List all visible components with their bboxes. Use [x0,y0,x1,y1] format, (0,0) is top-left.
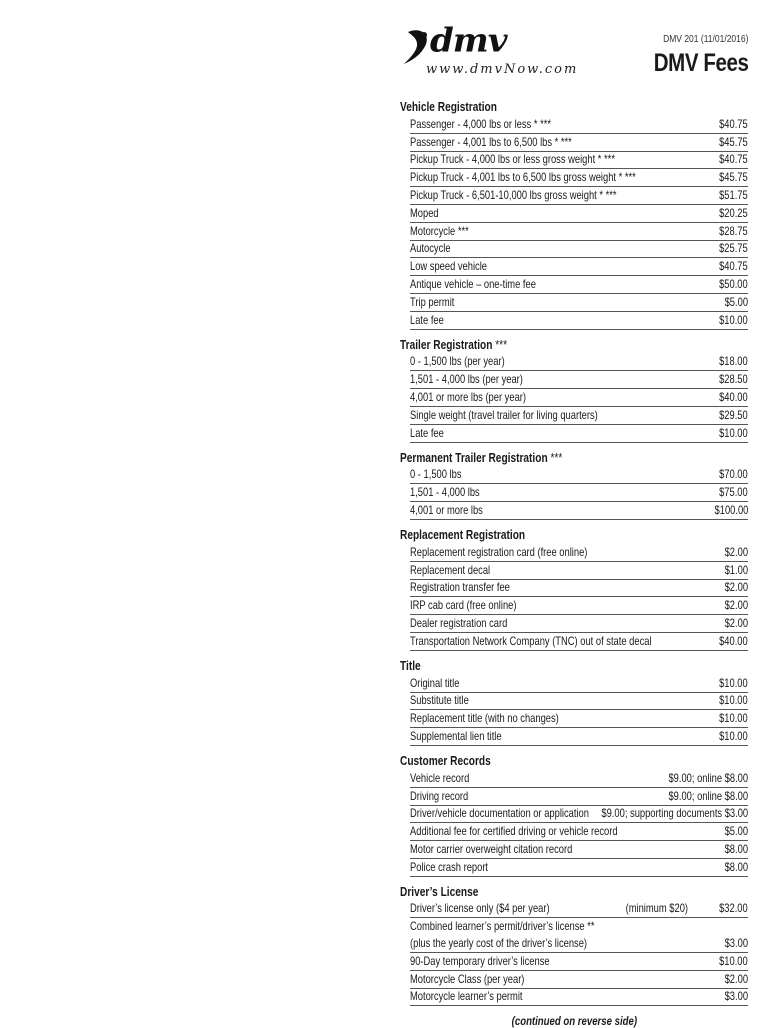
dmv-swoosh-icon [402,26,432,66]
fee-label: Replacement title (with no changes) [410,711,559,726]
fee-section [400,883,748,1007]
fee-label: Police crash report [410,859,489,874]
fee-amount: $8.00 [724,841,748,856]
fee-row [410,693,748,711]
fee-label: Pickup Truck - 4,000 lbs or less gross weight * *** [410,152,615,167]
fee-label: Antique vehicle – one-time fee [410,276,536,291]
fee-label: Driver’s license only ($4 per year) [410,901,550,916]
fee-amount: $9.00; supporting documents $3.00 [601,806,748,821]
fee-amount: $10.00 [719,728,748,743]
fee-label: Additional fee for certified driving or vehicle record [410,824,618,839]
fee-row [410,859,748,877]
header [400,20,748,98]
fee-row [410,169,748,187]
fee-row [410,788,748,806]
fee-label: 4,001 or more lbs (per year) [410,389,527,404]
fee-label: Motorcycle learner’s permit [410,989,523,1004]
logo-wordmark: dmv [430,22,507,60]
fee-amount: $40.75 [719,152,748,167]
continued-note-text: (continued on reverse side) [511,1014,637,1028]
fee-amount: $10.00 [719,425,748,440]
fee-row [410,806,748,824]
fee-label: Passenger - 4,001 lbs to 6,500 lbs * *** [410,134,572,149]
fee-label: 0 - 1,500 lbs (per year) [410,354,505,369]
fee-label: 90-Day temporary driver’s license [410,953,550,968]
section-title [400,657,671,674]
fee-row [410,484,748,502]
fee-row [410,467,748,485]
fee-row [410,116,748,134]
fee-row [410,597,748,615]
fee-amount: $10.00 [719,711,748,726]
fee-row [410,580,748,598]
fee-amount: $9.00; online $8.00 [668,770,748,785]
fee-row [410,918,748,935]
fee-label: Motorcycle *** [410,223,469,238]
fee-amount: $40.75 [719,116,748,131]
fee-amount: $2.00 [724,598,748,613]
fee-amount: $28.75 [719,223,748,238]
fee-row [410,953,748,971]
fee-label: Late fee [410,425,444,440]
fee-row [410,971,748,989]
fee-amount: $5.00 [724,294,748,309]
fee-amount: $2.00 [724,544,748,559]
fee-label: 0 - 1,500 lbs [410,467,462,482]
fee-label: (plus the yearly cost of the driver’s license) [410,936,588,951]
section-title-text: Customer Records [400,752,491,768]
fee-row [410,615,748,633]
fee-label: Motor carrier overweight citation record [410,841,573,856]
section-title-text: Driver’s License [400,883,479,899]
fee-label: Trip permit [410,294,455,309]
fee-row [410,728,748,746]
fee-row [410,770,748,788]
section-title [400,449,671,466]
logo-url: www.dmvNow.com [426,62,579,77]
fee-row [410,544,748,562]
section-title [400,336,671,353]
continued-note [400,1014,748,1028]
fee-label: Late fee [410,312,444,327]
section-title [400,98,671,115]
fee-amount: $32.00 [719,901,748,916]
fee-label: Original title [410,675,460,690]
fee-label: Pickup Truck - 4,001 lbs to 6,500 lbs gross weight * *** [410,170,636,185]
fee-amount: $40.75 [719,259,748,274]
fee-amount: $18.00 [719,354,748,369]
fee-amount: $1.00 [724,562,748,577]
fee-amount: $3.00 [724,936,748,951]
fee-amount: $29.50 [719,407,748,422]
fee-amount: $10.00 [719,312,748,327]
fee-row [410,675,748,693]
fee-label: Autocycle [410,241,451,256]
fee-row [410,389,748,407]
fee-row [410,562,748,580]
fee-amount: $2.00 [724,580,748,595]
fee-label: Pickup Truck - 6,501-10,000 lbs gross weight * *** [410,187,617,202]
fee-label: Driving record [410,788,469,803]
section-title [400,883,671,900]
fee-amount: $75.00 [719,485,748,500]
fee-row [410,354,748,372]
fee-row [410,502,748,520]
fee-row [410,710,748,728]
fee-label: Replacement registration card (free online) [410,544,588,559]
fee-amount: $28.50 [719,372,748,387]
fee-label: Substitute title [410,693,469,708]
fee-label: Moped [410,205,439,220]
fee-amount: $10.00 [719,953,748,968]
fee-label: IRP cab card (free online) [410,598,517,613]
fee-amount: $8.00 [724,859,748,874]
fee-amount: $45.75 [719,170,748,185]
fee-row [410,425,748,443]
fee-section [400,449,748,520]
fee-amount: $25.75 [719,241,748,256]
fee-amount: $50.00 [719,276,748,291]
fee-label: Transportation Network Company (TNC) out of state decal [410,633,652,648]
section-title-asterisks: *** [547,449,563,465]
section-title-text: Vehicle Registration [400,99,497,114]
fee-label: 1,501 - 4,000 lbs (per year) [410,372,523,387]
fee-row [410,989,748,1007]
fee-label: Combined learner’s permit/driver’s license ** [410,919,595,934]
fee-section [400,98,748,330]
fee-amount: $20.25 [719,205,748,220]
dmv-now-logo [400,22,579,82]
fee-section [400,336,748,443]
fee-row [410,152,748,170]
fee-note: (minimum $20) [625,901,688,916]
fee-row [410,312,748,330]
fee-row [410,187,748,205]
fee-row [410,901,748,919]
fee-sheet [400,20,748,1028]
fee-label: Low speed vehicle [410,259,488,274]
fee-amount: $45.75 [719,134,748,149]
fee-label: Vehicle record [410,770,470,785]
fee-amount: $9.00; online $8.00 [668,788,748,803]
section-title-text: Title [400,657,421,673]
fee-label: 4,001 or more lbs [410,502,483,517]
fee-amount: $100.00 [714,502,748,517]
section-title [400,752,671,769]
fee-label: Driver/vehicle documentation or application [410,806,589,821]
fee-amount: $2.00 [724,971,748,986]
fee-label: Single weight (travel trailer for living quarters) [410,407,598,422]
fee-amount: $3.00 [724,989,748,1004]
fee-row [410,407,748,425]
fee-row [410,134,748,152]
fee-label: Passenger - 4,000 lbs or less * *** [410,116,551,131]
fee-section [400,657,748,746]
fee-row [410,258,748,276]
fee-label: Dealer registration card [410,615,508,630]
fee-row [410,241,748,259]
fee-amount: $5.00 [724,824,748,839]
section-title-text: Permanent Trailer Registration [400,449,548,465]
fee-amount: $10.00 [719,675,748,690]
section-title-text: Replacement Registration [400,526,526,542]
fee-section [400,526,748,651]
fee-row [410,276,748,294]
fee-label: Supplemental lien title [410,728,502,743]
page-title: DMV Fees [653,49,748,77]
fee-label: Registration transfer fee [410,580,510,595]
section-title [400,526,671,543]
fee-row [410,294,748,312]
fee-label: Motorcycle Class (per year) [410,971,525,986]
fee-row [410,205,748,223]
fee-amount: $40.00 [719,389,748,404]
section-title-asterisks: *** [492,336,508,352]
fee-row [410,371,748,389]
form-number: DMV 201 (11/01/2016) [662,34,748,45]
section-title-text: Trailer Registration [400,336,493,352]
fee-row [410,823,748,841]
fee-row [410,935,748,953]
fee-amount: $2.00 [724,615,748,630]
fee-amount: $40.00 [719,633,748,648]
fee-amount: $51.75 [719,187,748,202]
fee-amount: $10.00 [719,693,748,708]
fee-amount: $70.00 [719,467,748,482]
fee-label: 1,501 - 4,000 lbs [410,485,480,500]
fee-sections [400,98,748,1006]
fee-row [410,841,748,859]
fee-section [400,752,748,877]
fee-label: Replacement decal [410,562,491,577]
fee-row [410,633,748,651]
fee-row [410,223,748,241]
